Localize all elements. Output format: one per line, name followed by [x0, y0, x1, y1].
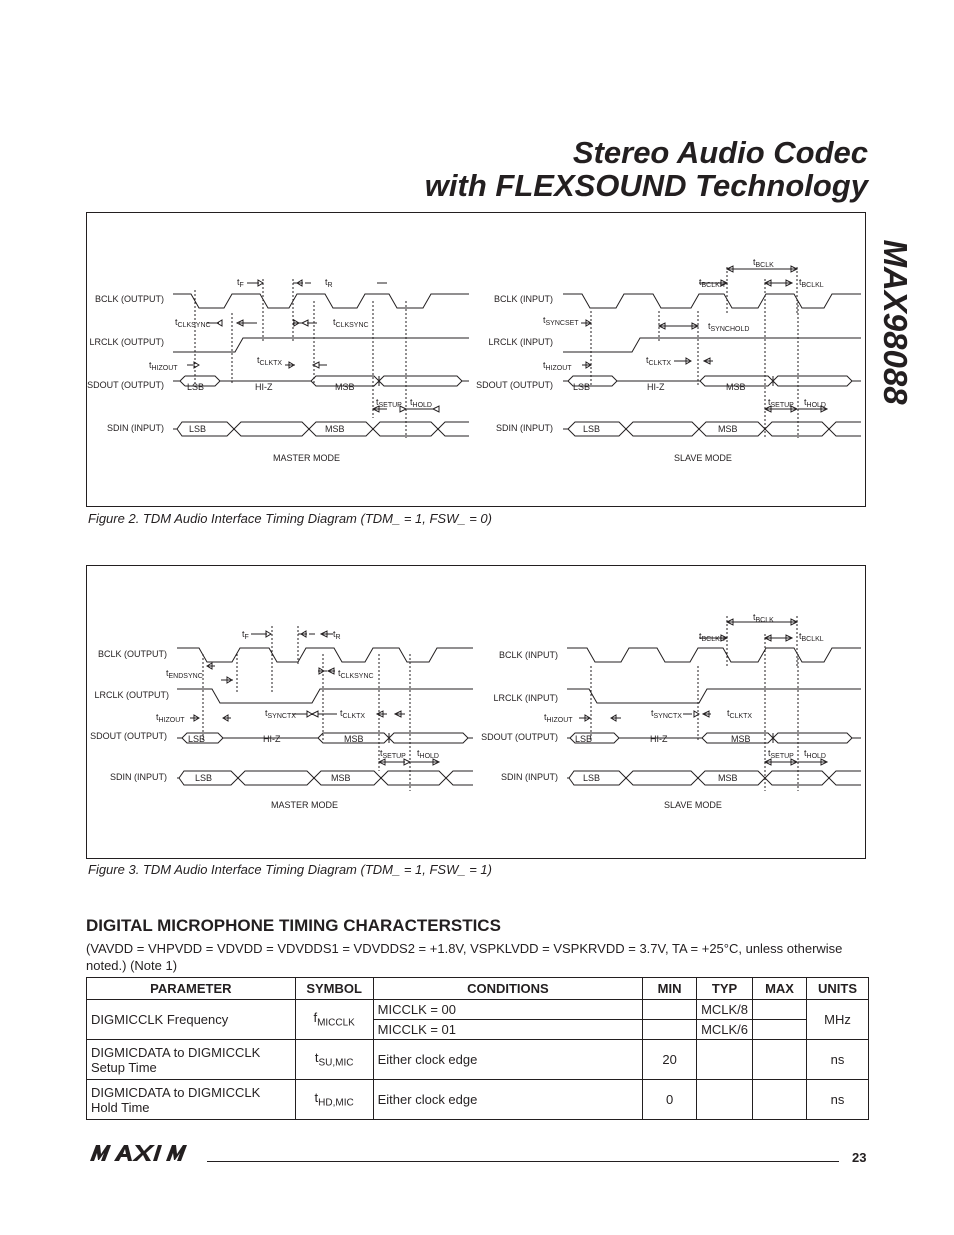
typ-cell [697, 1080, 753, 1120]
part-number: MAX98088 [877, 239, 914, 405]
units-cell: MHz [807, 1000, 869, 1040]
fig2-master-tr-label: $t_R$ [325, 277, 333, 289]
maxim-logo-icon [88, 1143, 203, 1163]
fig3-master-sdin-wave [177, 771, 473, 785]
fig3-master-guides [203, 626, 410, 791]
fig2-master-arrows [187, 280, 439, 412]
fig2-slave-bclk-wave [563, 294, 861, 308]
fig3-master [90, 626, 473, 810]
fig3-master-bclk-wave [177, 648, 473, 662]
fig3-slave-tbclk-label: $t_{BCLK}$ [753, 612, 774, 624]
fig2-master-mode-label: MASTER MODE [273, 453, 341, 463]
fig2-slave-sdout-wave [563, 376, 861, 386]
typ-cell [697, 1040, 753, 1080]
fig3-slave-tsynctx-label: $t_{SYNCTX}$ [651, 708, 682, 720]
fig2-slave [476, 257, 861, 463]
symbol-cell: $t_{SU,MIC}$ [295, 1040, 373, 1080]
fig2-slave-sdin-wave [563, 422, 861, 436]
maxim-logo [88, 1143, 203, 1168]
fig3-slave-tbclkl-label: $t_{BCLKL}$ [799, 631, 824, 643]
fig3-slave [481, 612, 861, 810]
fig3-slave-bclk-wave [567, 648, 861, 662]
header-typ: TYP [697, 978, 753, 1000]
fig3-slave-sdin-msb: MSB [718, 773, 738, 783]
fig3-slave-tsetup-label: $t_{SETUP}$ [768, 748, 794, 760]
condition-cell: MICCLK = 00 [373, 1000, 643, 1020]
figure-2-svg [87, 213, 867, 508]
param-cell: DIGMICDATA to DIGMICCLK Setup Time [87, 1040, 296, 1080]
fig3-slave-lrclk-wave [567, 689, 861, 703]
fig3-slave-sdout-wave [567, 733, 861, 743]
fig2-slave-thold-label: $t_{HOLD}$ [804, 397, 826, 409]
fig2-slave-sdout-hiz: HI-Z [647, 382, 665, 392]
fig3-slave-sdout-lsb: LSB [575, 734, 593, 744]
fig3-slave-sdout-hiz: HI-Z [650, 734, 668, 744]
units-cell: ns [807, 1040, 869, 1080]
max-cell [753, 1000, 807, 1020]
fig3-slave-sdin-lsb: LSB [583, 773, 601, 783]
units-cell: ns [807, 1080, 869, 1120]
fig2-master-sdin-wave [173, 422, 469, 436]
fig3-master-sdin-msb: MSB [331, 773, 351, 783]
header-units: UNITS [807, 978, 869, 1000]
condition-cell: Either clock edge [373, 1080, 643, 1120]
min-cell [643, 1000, 697, 1020]
fig2-slave-sdin-msb: MSB [718, 424, 738, 434]
fig2-master-sdout-label: SDOUT (OUTPUT) [87, 380, 164, 390]
fig2-master-lrclk-wave [173, 338, 469, 352]
fig3-master-lrclk-wave [177, 689, 473, 703]
fig2-slave-tsynchold-label: $t_{SYNCHOLD}$ [708, 321, 750, 333]
fig3-master-mode-label: MASTER MODE [271, 800, 339, 810]
fig3-master-sdout-lsb: LSB [188, 734, 206, 744]
fig2-master-sdout-hiz: HI-Z [255, 382, 273, 392]
table-header-row [87, 978, 869, 1000]
fig2-master-tclktx-label: $t_{CLKTX}$ [257, 355, 283, 367]
min-cell: 20 [643, 1040, 697, 1080]
fig3-master-tr-label: $t_R$ [333, 629, 341, 641]
page-number: 23 [852, 1150, 867, 1165]
max-cell [753, 1040, 807, 1080]
fig2-slave-tbclk-label: $t_{BCLK}$ [753, 257, 774, 269]
figure-2-timing-diagram [86, 212, 866, 507]
symbol-cell: $t_{HD,MIC}$ [295, 1080, 373, 1120]
fig2-master-sdout-wave [173, 376, 469, 386]
fig3-slave-sdin-label: SDIN (INPUT) [501, 772, 558, 782]
min-cell [643, 1020, 697, 1040]
fig3-master-thold-label: $t_{HOLD}$ [417, 748, 439, 760]
fig2-slave-sdin-lsb: LSB [583, 424, 601, 434]
fig3-master-tsynctx-label: $t_{SYNCTX}$ [265, 708, 296, 720]
fig2-slave-lrclk-label: LRCLK (INPUT) [488, 337, 553, 347]
fig2-master-tclksync-left: $t_{CLKSYNC}$ [175, 317, 211, 329]
fig3-slave-sdin-wave [567, 771, 861, 785]
param-cell: DIGMICCLK Frequency [87, 1000, 296, 1040]
fig2-slave-tbclkl-label: $t_{BCLKL}$ [799, 277, 824, 289]
figure-2-caption: Figure 2. TDM Audio Interface Timing Diagram (TDM_ = 1, FSW_ = 0) [88, 511, 492, 526]
fig3-master-lrclk-label: LRCLK (OUTPUT) [94, 690, 169, 700]
fig2-master [87, 277, 469, 463]
fig2-master-tsetup-label: $t_{SETUP}$ [376, 397, 402, 409]
fig3-master-thizout-label: $t_{HIZOUT}$ [156, 712, 185, 724]
fig2-slave-mode-label: SLAVE MODE [674, 453, 732, 463]
fig3-slave-mode-label: SLAVE MODE [664, 800, 722, 810]
fig2-slave-sdout-label: SDOUT (OUTPUT) [476, 380, 553, 390]
fig2-master-sdin-msb: MSB [325, 424, 345, 434]
typ-cell: MCLK/6 [697, 1020, 753, 1040]
page-title [425, 136, 868, 202]
fig3-master-tsetup-label: $t_{SETUP}$ [380, 748, 406, 760]
figure-3-timing-diagram [86, 565, 866, 859]
fig3-master-sdout-hiz: HI-Z [263, 734, 281, 744]
fig3-slave-lrclk-label: LRCLK (INPUT) [493, 693, 558, 703]
table-row [87, 1080, 869, 1120]
fig2-master-thizout-label: $t_{HIZOUT}$ [149, 360, 178, 372]
fig3-master-sdout-wave [177, 733, 473, 743]
fig3-master-sdin-label: SDIN (INPUT) [110, 772, 167, 782]
timing-spec-table [86, 977, 869, 1120]
fig2-master-tclksync-right: $t_{CLKSYNC}$ [333, 317, 369, 329]
fig2-slave-sdin-label: SDIN (INPUT) [496, 423, 553, 433]
figure-3-svg [87, 566, 867, 860]
fig2-master-tf-label: $t_F$ [237, 277, 244, 289]
fig2-slave-sdout-msb: MSB [726, 382, 746, 392]
fig2-slave-tsyncset-label: $t_{SYNCSET}$ [543, 315, 579, 327]
fig3-slave-tbclkh-label: $t_{BCLKH}$ [699, 631, 725, 643]
fig3-slave-sdout-msb: MSB [731, 734, 751, 744]
title-line-1: Stereo Audio Codec [572, 135, 868, 170]
fig2-master-thold-label: $t_{HOLD}$ [410, 397, 432, 409]
fig3-slave-tclktx-label: $t_{CLKTX}$ [727, 708, 753, 720]
header-symbol: SYMBOL [295, 978, 373, 1000]
typ-cell: MCLK/8 [697, 1000, 753, 1020]
part-number-side-title [867, 212, 923, 432]
fig3-slave-bclk-label: BCLK (INPUT) [498, 650, 558, 660]
fig2-master-sdout-lsb: LSB [187, 382, 205, 392]
header-min: MIN [643, 978, 697, 1000]
max-cell [753, 1080, 807, 1120]
fig2-master-sdout-msb: MSB [335, 382, 355, 392]
condition-cell: Either clock edge [373, 1040, 643, 1080]
header-max: MAX [753, 978, 807, 1000]
section-conditions: (VAVDD = VHPVDD = VDVDD = VDVDDS1 = VDVDDS2 = +1.8V, VSPKLVDD = VSPKRVDD = 3.7V, TA = +25°C, unless otherwise noted.) (Note 1) [86, 941, 843, 973]
table-row [87, 1000, 869, 1020]
fig3-master-sdin-lsb: LSB [195, 773, 213, 783]
fig3-master-sdout-msb: MSB [344, 734, 364, 744]
fig2-slave-bclk-label: BCLK (INPUT) [493, 294, 553, 304]
section-title: DIGITAL MICROPHONE TIMING CHARACTERSTICS [86, 916, 501, 935]
param-cell: DIGMICDATA to DIGMICCLK Hold Time [87, 1080, 296, 1120]
fig3-master-tclksync-label: $t_{CLKSYNC}$ [338, 668, 374, 680]
max-cell [753, 1020, 807, 1040]
fig3-master-tclktx-label: $t_{CLKTX}$ [340, 708, 366, 720]
fig2-slave-tbclkh-label: $t_{BCLKH}$ [699, 277, 725, 289]
fig2-slave-thizout-label: $t_{HIZOUT}$ [543, 360, 572, 372]
fig2-master-sdin-lsb: LSB [189, 424, 207, 434]
fig2-master-bclk-wave [173, 294, 469, 308]
header-conditions: CONDITIONS [373, 978, 643, 1000]
fig2-master-lrclk-label: LRCLK (OUTPUT) [89, 337, 164, 347]
symbol-cell: $f_{MICCLK}$ [295, 1000, 373, 1040]
fig3-slave-thizout-label: $t_{HIZOUT}$ [544, 712, 573, 724]
fig2-slave-tsetup-label: $t_{SETUP}$ [768, 397, 794, 409]
header-parameter: PARAMETER [87, 978, 296, 1000]
figure-3-caption: Figure 3. TDM Audio Interface Timing Diagram (TDM_ = 1, FSW_ = 1) [88, 862, 492, 877]
fig3-master-sdout-label: SDOUT (OUTPUT) [90, 731, 167, 741]
fig3-master-tendsync-label: $t_{ENDSYNC}$ [166, 668, 203, 680]
footer-rule [207, 1161, 839, 1162]
fig3-master-tf-label: $t_F$ [242, 629, 249, 641]
min-cell: 0 [643, 1080, 697, 1120]
condition-cell: MICCLK = 01 [373, 1020, 643, 1040]
fig3-slave-thold-label: $t_{HOLD}$ [804, 748, 826, 760]
fig3-master-bclk-label: BCLK (OUTPUT) [97, 649, 167, 659]
fig2-slave-tclktx-label: $t_{CLKTX}$ [646, 355, 672, 367]
fig2-master-sdin-label: SDIN (INPUT) [107, 423, 164, 433]
fig2-master-bclk-label: BCLK (OUTPUT) [94, 294, 164, 304]
table-row [87, 1040, 869, 1080]
fig3-slave-sdout-label: SDOUT (OUTPUT) [481, 732, 558, 742]
fig2-slave-sdout-lsb: LSB [573, 382, 591, 392]
fig2-slave-lrclk-wave [563, 338, 861, 352]
title-line-2: with FLEXSOUND Technology [424, 168, 868, 203]
